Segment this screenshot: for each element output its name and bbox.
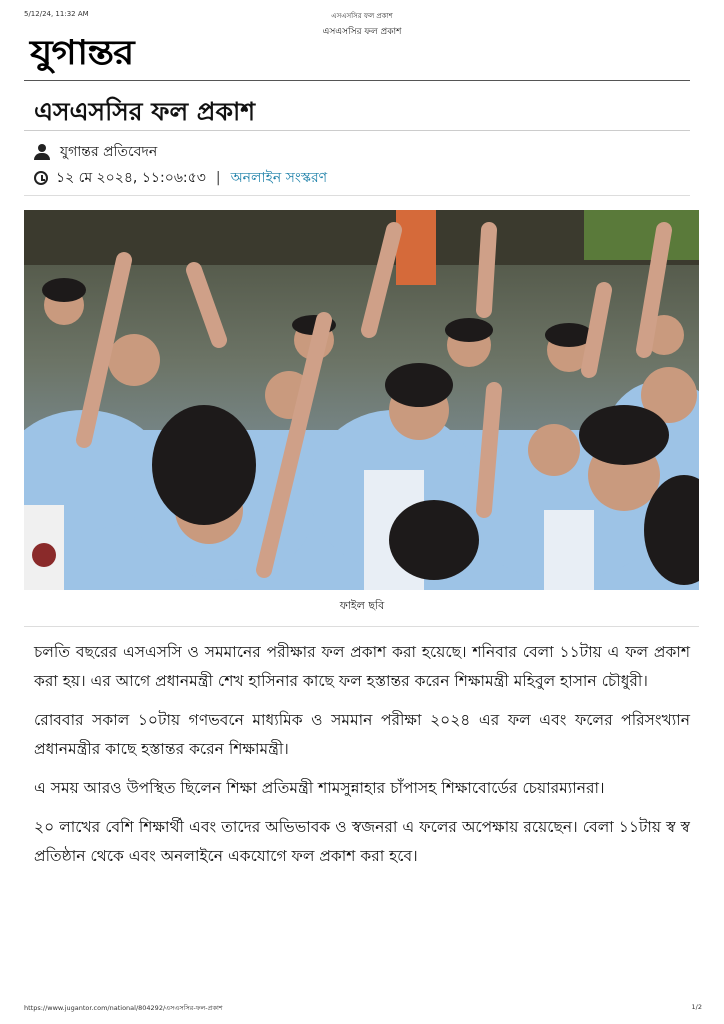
- print-page-number: 1/2: [691, 1003, 702, 1011]
- document-title: এসএসসির ফল প্রকাশ: [322, 27, 402, 37]
- headline-divider: [24, 130, 690, 131]
- edition-link[interactable]: অনলাইন সংস্করণ: [230, 170, 328, 186]
- byline: [34, 140, 157, 164]
- article-photo: [24, 210, 699, 590]
- article-paragraph: এ সময় আরও উপস্থিত ছিলেন শিক্ষা প্রতিমন্ত্রী শামসুন্নাহার চাঁপাসহ শিক্ষাবোর্ডের চেয়ারম্যানরা।: [34, 779, 605, 797]
- print-url[interactable]: https://www.jugantor.com/national/804292/এসএসসির-ফল-প্রকাশ: [24, 1004, 223, 1012]
- site-logo[interactable]: যুগান্তর: [30, 33, 134, 73]
- dateline: [34, 166, 327, 190]
- article-paragraph: রোববার সকাল ১০টায় গণভবনে মাধ্যমিক ও সমমান পরীক্ষা ২০২৪ এর ফল এবং ফলের পরিসংখ্যান প্রধানমন্ত্রীর কাছে হস্তান্তর করেন শিক্ষামন্ত্রী।: [34, 711, 690, 758]
- article-paragraph: চলতি বছরের এসএসসি ও সমমানের পরীক্ষার ফল প্রকাশ করা হয়েছে। শনিবার বেলা ১১টায় এ ফল প্রকাশ করা হয়। এর আগে প্রধানমন্ত্রী শেখ হাসিনার কাছে ফল হস্তান্তর করেন শিক্ষামন্ত্রী মহিবুল হাসান চৌধুরী।: [34, 643, 690, 690]
- article-paragraph: ২০ লাখের বেশি শিক্ষার্থী এবং তাদের অভিভাবক ও স্বজনরা এ ফলের অপেক্ষায় রয়েছেন। বেলা ১১টায় স্ব স্ব প্রতিষ্ঠান থেকে এবং অনলাইনে একযোগে ফল প্রকাশ করা হবে।: [34, 818, 690, 865]
- photo-caption: ফাইল ছবি: [339, 599, 385, 612]
- article-headline: এসএসসির ফল প্রকাশ: [34, 97, 255, 126]
- meta-divider: [24, 195, 690, 196]
- clock-icon: [34, 171, 48, 185]
- print-page-title: এসএসসির ফল প্রকাশ: [331, 12, 393, 20]
- user-icon: [34, 144, 50, 160]
- author-name: যুগান্তর প্রতিবেদন: [60, 144, 158, 160]
- caption-divider: [24, 626, 699, 627]
- print-datetime: 5/12/24, 11:32 AM: [24, 10, 89, 18]
- publish-date: ১২ মে ২০২৪, ১১:০৬:৫৩: [56, 170, 206, 186]
- article-body: [34, 638, 690, 881]
- dateline-separator: |: [215, 170, 221, 186]
- header-divider: [24, 80, 690, 81]
